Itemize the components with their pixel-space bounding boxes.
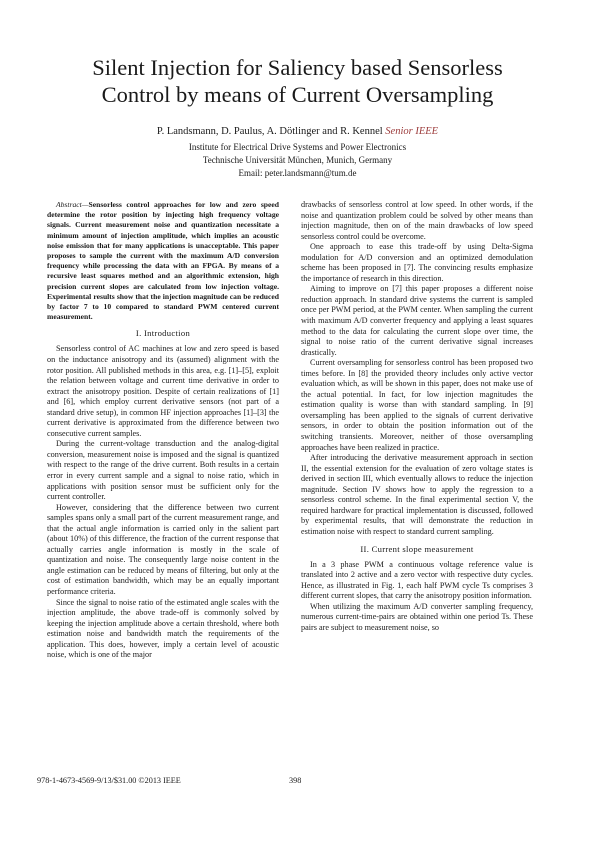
section2-paragraph: When utilizing the maximum A/D converter sampling frequency, numerous current-time-pairs are obtained within one period Ts. These pairs are subject to measurement noise, so bbox=[301, 601, 533, 632]
abstract-text: Sensorless control approaches for low and zero speed determine the rotor position by injecting high frequency voltage signals. Current measurement noise and quantization necessitate a minimum amount of injection amplitude, which implies an acoustic noise emission that for many applications is unacceptable. This paper proposes to sample the current with the maximum A/D conversion frequency while processing the data with an FPGA. By means of a recursive least squares method and an algorithmic extension, high precision current slopes are calculated from low injection voltage. Experimental results show that the injection magnitude can be reduced by factor 7 to 10 compared to standard PWM centered current measurement. bbox=[47, 200, 279, 322]
abstract-label: Abstract— bbox=[56, 200, 89, 209]
left-column bbox=[47, 200, 279, 661]
affiliation-institute: Institute for Electrical Drive Systems and Power Electronics bbox=[188, 142, 407, 152]
author-grade: Senior IEEE bbox=[385, 126, 439, 137]
body-paragraph: drawbacks of sensorless control at low speed. In other words, if the noise and quantization problem could be solved by other means than injection magnitude, then on of the main drawbacks of low speed sensorless control could be overcome. bbox=[301, 200, 533, 241]
page-number: 398 bbox=[289, 776, 302, 785]
body-paragraph: After introducing the derivative measurement approach in section II, the essential extension for the evaluation of zero voltage states is derived in section III, which eventually allows to reduce the injection magnitude. Section IV shows how to apply the regression to a sensorless control scheme. In the final experimental section V, the required hardware for practical implementation is discussed, followed by experimental results, that will demonstrate the reduction in estimation noise with respect to standard current sampling. bbox=[301, 453, 533, 536]
body-paragraph: Current oversampling for sensorless control has been proposed two times before. In [8] the provided theory includes only active vector evaluation which, as will be shown in this paper, does not make use of the actual potential. In fact, for low injection magnitudes the estimation quality is worse than with standard sampling. In [9] oversampling has been applied to the signals of current derivative sensors, in order to obtain the position information out of the switching transients. Moreover, neither of those oversampling approaches have been realized in practice. bbox=[301, 358, 533, 452]
section-heading-introduction: I. Introduction bbox=[135, 328, 191, 339]
intro-paragraph: During the current-voltage transduction and the analog-digital conversion, measurement noise is imposed and the signal is quantized with respect to the range of the drive current. Both results in a certain error in every current sample and a signal to noise ratio, which in applications with position sensor must be sufficient only for the current controller. bbox=[47, 439, 279, 502]
section2-paragraph: In a 3 phase PWM a continuous voltage reference value is translated into 2 active and a zero vector with respective duty cycles. Hence, as illustrated in Fig. 1, each half PWM cycle Ts comprises 3 different current slopes, that carry the anisotropy position information. bbox=[301, 559, 533, 601]
right-column bbox=[301, 200, 533, 633]
section-heading-current-slope: II. Current slope measurement bbox=[360, 543, 474, 554]
title-line-1: Silent Injection for Saliency based Sensorless bbox=[92, 55, 503, 80]
intro-paragraph: Since the signal to noise ratio of the estimated angle scales with the injection amplitude, the above trade-off is commonly solved by keeping the injection amplitude above a certain threshold, where both estimation noise and bandwidth match the requirements of the application. This does, however, imply a certain level of acoustic noise, which is one of the major bbox=[47, 597, 279, 660]
affiliation-university: Technische Universität München, Munich, Germany bbox=[202, 155, 393, 165]
affiliation-email: Email: peter.landsmann@tum.de bbox=[238, 168, 357, 178]
body-paragraph: Aiming to improve on [7] this paper proposes a different noise reduction approach. In standard drive systems the current is sampled once per PWM period, at the PWM center. When sampling the current with maximum A/D converter frequency and applying a least squares method to the data for calculating the current slope over time, the signal to noise ratio of the current derivative signal increases drastically. bbox=[301, 284, 533, 357]
intro-paragraph: However, considering that the difference between two current samples spans only a small part of the current measurement range, and that the actual angle information is carried only in the salient part (about 10%) of this difference, the fraction of the current response that actually carries angle information is mostly in the scale of quantization and noise. The consequently large noise content in the angle estimation can be reduced by means of filtering, but only at the cost of estimation bandwidth, which may be an equally important performance criteria. bbox=[47, 502, 279, 597]
author-names: P. Landsmann, D. Paulus, A. Dötlinger and R. Kennel bbox=[156, 126, 383, 137]
paper-title bbox=[60, 54, 535, 108]
intro-paragraph: Sensorless control of AC machines at low and zero speed is based on the inductance anisotropy and its (assumed) alignment with the rotor position. All published methods in this area, e.g. [1]–[5], exploit the relation between voltage and current time derivative in order to extract the anisotropy position. Despite of certain realizations of [1] and [6], which employ current derivative sensors (not part of a standard drive setup), in common HF injection approaches [1]–[3] the current derivative is approximated from the difference between two consecutive current samples. bbox=[47, 344, 279, 438]
body-paragraph: One approach to ease this trade-off by using Delta-Sigma modulation for A/D conversion and an optimized demodulation scheme has been proposed in [7]. The convincing results emphasize the importance of research in this direction. bbox=[301, 242, 533, 283]
title-line-2: Control by means of Current Oversampling bbox=[101, 82, 494, 107]
author-list bbox=[60, 125, 535, 139]
abstract bbox=[47, 200, 279, 322]
footer-copyright: 978-1-4673-4569-9/13/$31.00 ©2013 IEEE bbox=[37, 776, 181, 785]
